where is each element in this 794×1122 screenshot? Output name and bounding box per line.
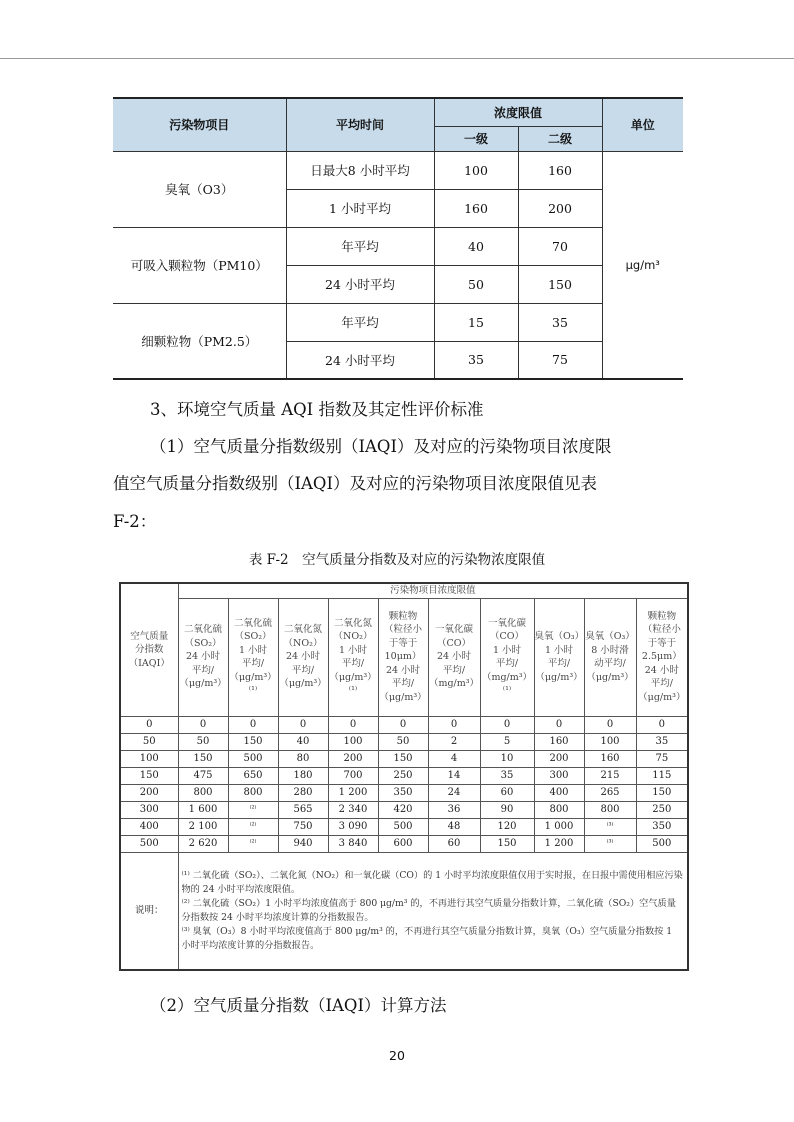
pollutant-column-header: 二氧化氮 （NO₂） 24 小时 平均/ （μg/m³） [278,598,328,716]
limit-value-cell: 0 [534,716,584,733]
limit-value-cell: 35 [480,767,534,784]
limit-value-cell: 0 [584,716,636,733]
limit-value-cell: ⁽³⁾ [584,835,636,852]
table-row [120,750,688,767]
table-row [120,784,688,801]
avg-time-cell: 日最大8 小时平均 [286,151,434,189]
note-1: ⁽¹⁾ 二氧化硫（SO₂）、二氧化氮（NO₂）和一氧化碳（CO）的 1 小时平均浓度限值仅用于实时报，在日报中需使用相应污染物的 24 小时平均浓度限值。 [181,869,683,895]
limit-value-cell: 1 200 [328,784,378,801]
grade2-cell: 35 [518,303,602,341]
limit-value-cell: 1 200 [534,835,584,852]
limit-value-cell: ⁽²⁾ [228,801,278,818]
iaqi-value-cell: 400 [120,818,178,835]
iaqi-value-cell: 500 [120,835,178,852]
limit-value-cell: 500 [228,750,278,767]
limit-value-cell: 10 [480,750,534,767]
iaqi-table [119,582,689,971]
limit-value-cell: 250 [378,767,428,784]
grade1-cell: 15 [434,303,518,341]
iaqi-value-cell: 200 [120,784,178,801]
iaqi-value-cell: 100 [120,750,178,767]
pollutant-column-header: 二氧化硫 （SO₂） 24 小时 平均/ （μg/m³） [178,598,228,716]
pollutant-column-header: 二氧化硫 （SO₂） 1 小时 平均/ （μg/m³）⁽¹⁾ [228,598,278,716]
limit-value-cell: 24 [428,784,480,801]
header-unit: 单位 [602,98,683,151]
table-row [120,716,688,733]
limit-value-cell: ⁽²⁾ [228,818,278,835]
grade2-cell: 70 [518,227,602,265]
limit-value-cell: 48 [428,818,480,835]
grade2-cell: 75 [518,341,602,379]
pollutant-column-header: 臭氧（O₃） 8 小时滑 动平均/ （μg/m³） [584,598,636,716]
limit-value-cell: 90 [480,801,534,818]
limit-value-cell: 800 [178,784,228,801]
limit-value-cell: 800 [534,801,584,818]
limit-value-cell: 0 [228,716,278,733]
table-row [120,835,688,852]
limit-value-cell: 120 [480,818,534,835]
limit-value-cell: 3 090 [328,818,378,835]
iaqi-corner-header: 空气质量 分指数 （IAQI） [120,583,178,716]
paragraph-line-2: 值空气质量分指数级别（IAQI）及对应的污染物项目浓度限值见表 [113,474,597,493]
limit-value-cell: 14 [428,767,480,784]
limit-value-cell: 700 [328,767,378,784]
limit-value-cell: 350 [636,818,688,835]
limit-value-cell: 160 [584,750,636,767]
pollutant-column-header: 二氧化氮 （NO₂） 1 小时 平均/ （μg/m³）⁽¹⁾ [328,598,378,716]
concentration-limit-table [113,97,683,380]
grade2-cell: 160 [518,151,602,189]
limit-value-cell: 75 [636,750,688,767]
avg-time-cell: 24 小时平均 [286,265,434,303]
avg-time-cell: 1 小时平均 [286,189,434,227]
header-grade2: 二级 [518,126,602,151]
avg-time-cell: 年平均 [286,227,434,265]
limit-value-cell: 215 [584,767,636,784]
limit-value-cell: 150 [178,750,228,767]
grade2-cell: 150 [518,265,602,303]
limit-value-cell: 650 [228,767,278,784]
avg-time-cell: 24 小时平均 [286,341,434,379]
limit-value-cell: ⁽²⁾ [228,835,278,852]
limit-value-cell: 0 [636,716,688,733]
limit-value-cell: 4 [428,750,480,767]
pollutant-column-header: 一氧化碳 （CO） 24 小时 平均/ （mg/m³） [428,598,480,716]
header-pollutant: 污染物项目 [113,98,286,151]
limit-value-cell: 1 000 [534,818,584,835]
limit-value-cell: 60 [428,835,480,852]
limit-value-cell: 100 [584,733,636,750]
limit-value-cell: 0 [480,716,534,733]
grade1-cell: 160 [434,189,518,227]
limit-value-cell: 300 [534,767,584,784]
limit-value-cell: 400 [534,784,584,801]
table-row [120,801,688,818]
avg-time-cell: 年平均 [286,303,434,341]
grade1-cell: 35 [434,341,518,379]
pollutant-name: 臭氧（O3） [113,151,286,227]
header-avg-time: 平均时间 [286,98,434,151]
limit-value-cell: 60 [480,784,534,801]
limit-value-cell: 2 340 [328,801,378,818]
pollutant-column-header: 一氧化碳 （CO） 1 小时 平均/ （mg/m³）⁽¹⁾ [480,598,534,716]
pollutant-group-header: 污染物项目浓度限值 [178,583,688,598]
limit-value-cell: 180 [278,767,328,784]
limit-value-cell: 280 [278,784,328,801]
pollutant-column-header: 颗粒物 （粒径小 于等于 2.5μm） 24 小时 平均/ （μg/m³） [636,598,688,716]
pollutant-name: 细颗粒物（PM2.5） [113,303,286,379]
limit-value-cell: 0 [378,716,428,733]
limit-value-cell: 0 [278,716,328,733]
limit-value-cell: 265 [584,784,636,801]
limit-value-cell: 750 [278,818,328,835]
iaqi-value-cell: 50 [120,733,178,750]
paragraph-line-3: F-2： [113,512,157,531]
limit-value-cell: 0 [428,716,480,733]
limit-value-cell: 2 [428,733,480,750]
note-2: ⁽²⁾ 二氧化硫（SO₂）1 小时平均浓度值高于 800 μg/m³ 的，不再进行其空气质量分指数计算，二氧化硫（SO₂）空气质量分指数按 24 小时平均浓度计算的分指数报告。 [181,897,676,923]
grade1-cell: 50 [434,265,518,303]
limit-value-cell: 200 [328,750,378,767]
table-row [120,767,688,784]
subheading: （2）空气质量分指数（IAQI）计算方法 [150,996,447,1015]
limit-value-cell: ⁽³⁾ [584,818,636,835]
limit-value-cell: 2 100 [178,818,228,835]
limit-value-cell: 350 [378,784,428,801]
grade2-cell: 200 [518,189,602,227]
limit-value-cell: 475 [178,767,228,784]
limit-value-cell: 150 [378,750,428,767]
limit-value-cell: 150 [228,733,278,750]
limit-value-cell: 500 [636,835,688,852]
grade1-cell: 40 [434,227,518,265]
pollutant-name: 可吸入颗粒物（PM10） [113,227,286,303]
limit-value-cell: 500 [378,818,428,835]
limit-value-cell: 0 [328,716,378,733]
table-row [120,818,688,835]
iaqi-value-cell: 0 [120,716,178,733]
limit-value-cell: 40 [278,733,328,750]
note-3: ⁽³⁾ 臭氧（O₃）8 小时平均浓度值高于 800 μg/m³ 的，不再进行其空气质量分指数计算，臭氧（O₃）空气质量分指数按 1 小时平均浓度计算的分指数报告。 [181,925,673,951]
pollutant-column-header: 臭氧（O₃） 1 小时 平均/ （μg/m³） [534,598,584,716]
notes-cell [178,852,688,970]
limit-value-cell: 250 [636,801,688,818]
limit-value-cell: 940 [278,835,328,852]
top-rule [0,58,794,59]
limit-value-cell: 160 [534,733,584,750]
header-limit: 浓度限值 [434,98,602,126]
iaqi-value-cell: 300 [120,801,178,818]
limit-value-cell: 100 [328,733,378,750]
limit-value-cell: 3 840 [328,835,378,852]
page-number: 20 [389,1048,405,1063]
pollutant-column-header: 颗粒物 （粒径小 于等于 10μm） 24 小时 平均/ （μg/m³） [378,598,428,716]
limit-value-cell: 420 [378,801,428,818]
notes-label: 说明： [120,852,178,970]
limit-value-cell: 35 [636,733,688,750]
limit-value-cell: 565 [278,801,328,818]
limit-value-cell: 0 [178,716,228,733]
paragraph-line-1: （1）空气质量分指数级别（IAQI）及对应的污染物项目浓度限 [150,437,612,456]
table-caption: 表 F-2 空气质量分指数及对应的污染物浓度限值 [248,552,546,568]
limit-value-cell: 150 [636,784,688,801]
limit-value-cell: 36 [428,801,480,818]
limit-value-cell: 5 [480,733,534,750]
limit-value-cell: 50 [178,733,228,750]
section-heading: 3、环境空气质量 AQI 指数及其定性评价标准 [150,400,484,419]
header-grade1: 一级 [434,126,518,151]
limit-value-cell: 800 [584,801,636,818]
limit-value-cell: 150 [480,835,534,852]
limit-value-cell: 800 [228,784,278,801]
unit-cell: μg/m³ [602,151,683,379]
limit-value-cell: 2 620 [178,835,228,852]
limit-value-cell: 200 [534,750,584,767]
limit-value-cell: 1 600 [178,801,228,818]
limit-value-cell: 80 [278,750,328,767]
grade1-cell: 100 [434,151,518,189]
table-row [120,733,688,750]
limit-value-cell: 50 [378,733,428,750]
limit-value-cell: 600 [378,835,428,852]
iaqi-value-cell: 150 [120,767,178,784]
limit-value-cell: 115 [636,767,688,784]
